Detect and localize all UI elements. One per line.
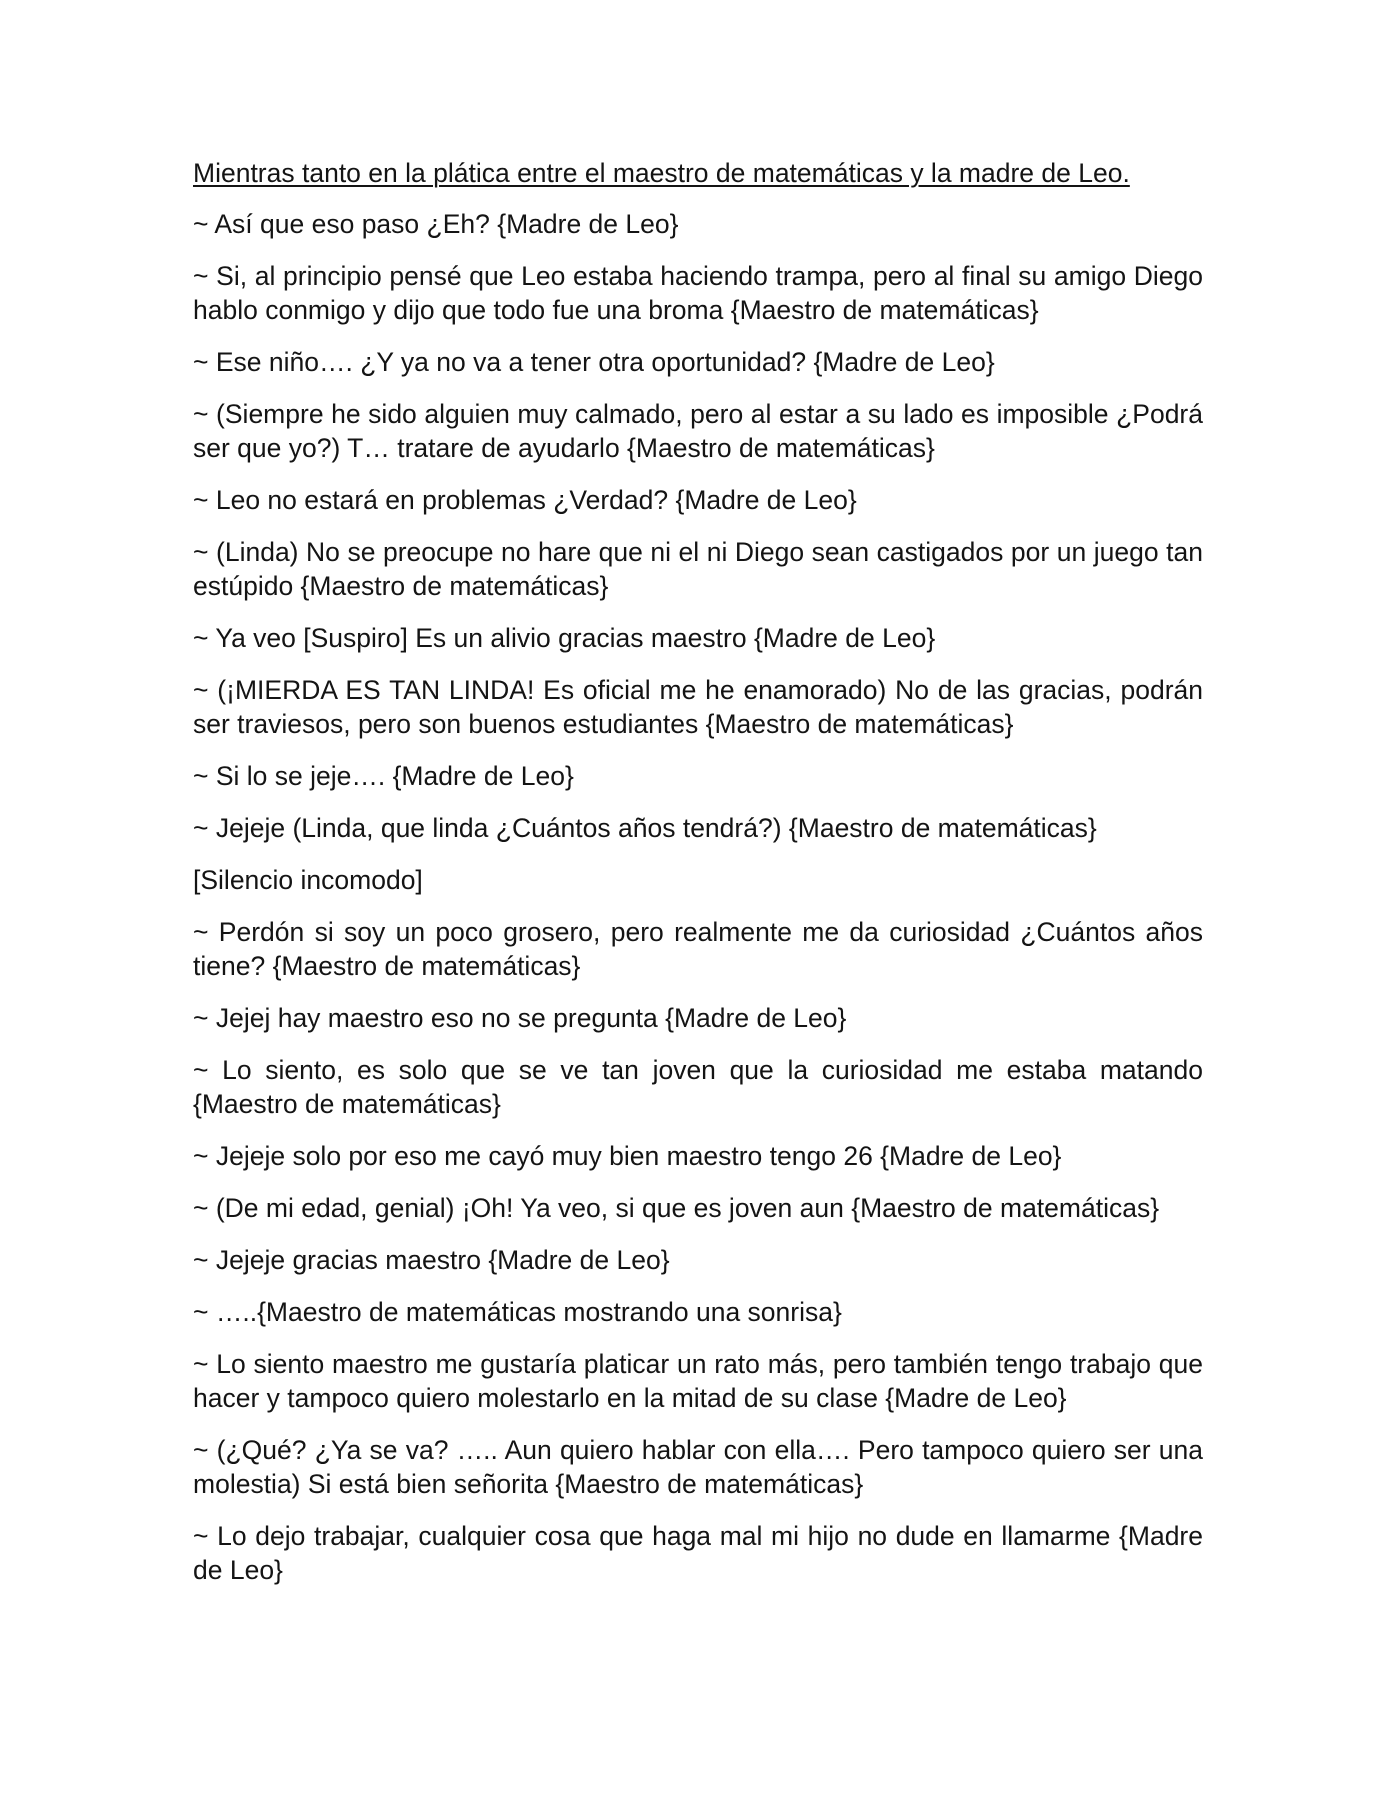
dialogue-line: ~ Ya veo [Suspiro] Es un alivio gracias maestro {Madre de Leo} <box>193 623 936 653</box>
dialogue-line: ~ Jejej hay maestro eso no se pregunta {Madre de Leo} <box>193 1003 847 1033</box>
dialogue-line: ~ Si lo se jeje…. {Madre de Leo} <box>193 761 574 791</box>
dialogue-line: ~ Jejeje solo por eso me cayó muy bien maestro tengo 26 {Madre de Leo} <box>193 1141 1062 1171</box>
dialogue-line: ~ Lo siento maestro me gustaría platicar un rato más, pero también tengo trabajo que hacer y tampoco quiero molestarlo en la mitad de su clase {Madre de Leo} <box>193 1349 1203 1413</box>
dialogue-line: ~ (¡MIERDA ES TAN LINDA! Es oficial me he enamorado) No de las gracias, podrán ser traviesos, pero son buenos estudiantes {Maestro de matemáticas} <box>193 675 1203 739</box>
dialogue-line: ~ Jejeje (Linda, que linda ¿Cuántos años tendrá?) {Maestro de matemáticas} <box>193 813 1097 843</box>
dialogue-line: ~ Así que eso paso ¿Eh? {Madre de Leo} <box>193 209 679 239</box>
dialogue-line: ~ Perdón si soy un poco grosero, pero realmente me da curiosidad ¿Cuántos años tiene? {Maestro de matemáticas} <box>193 917 1203 981</box>
dialogue-line: ~ (Linda) No se preocupe no hare que ni el ni Diego sean castigados por un juego tan estúpido {Maestro de matemáticas} <box>193 537 1203 601</box>
stage-direction: [Silencio incomodo] <box>193 865 423 895</box>
dialogue-line: ~ Leo no estará en problemas ¿Verdad? {Madre de Leo} <box>193 485 857 515</box>
dialogue-line: ~ (¿Qué? ¿Ya se va? ….. Aun quiero hablar con ella…. Pero tampoco quiero ser una molestia) Si está bien señorita {Maestro de matemáticas} <box>193 1435 1203 1499</box>
dialogue-line: ~ Ese niño…. ¿Y ya no va a tener otra oportunidad? {Madre de Leo} <box>193 347 995 377</box>
dialogue-line: ~ (Siempre he sido alguien muy calmado, pero al estar a su lado es imposible ¿Podrá ser que yo?) T… tratare de ayudarlo {Maestro de matemáticas} <box>193 399 1203 463</box>
dialogue-line: ~ Si, al principio pensé que Leo estaba haciendo trampa, pero al final su amigo Diego hablo conmigo y dijo que todo fue una broma {Maestro de matemáticas} <box>193 261 1203 325</box>
section-heading: Mientras tanto en la plática entre el maestro de matemáticas y la madre de Leo. <box>193 158 1130 188</box>
dialogue-line: ~ Jejeje gracias maestro {Madre de Leo} <box>193 1245 670 1275</box>
dialogue-line: ~ (De mi edad, genial) ¡Oh! Ya veo, si que es joven aun {Maestro de matemáticas} <box>193 1193 1160 1223</box>
dialogue-line: ~ Lo siento, es solo que se ve tan joven que la curiosidad me estaba matando {Maestro de matemáticas} <box>193 1055 1203 1119</box>
document-page <box>193 156 1203 1605</box>
dialogue-line: ~ Lo dejo trabajar, cualquier cosa que haga mal mi hijo no dude en llamarme {Madre de Leo} <box>193 1521 1203 1585</box>
dialogue-line: ~ …..{Maestro de matemáticas mostrando una sonrisa} <box>193 1297 842 1327</box>
